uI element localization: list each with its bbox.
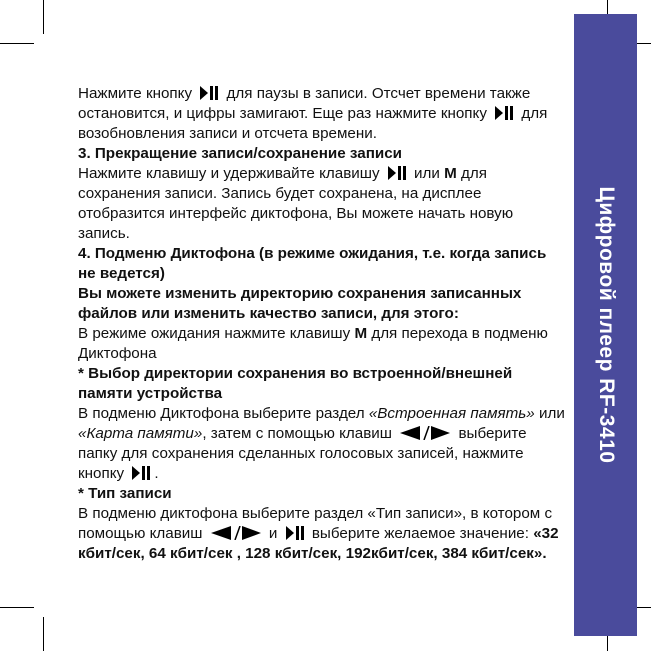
section-subheading: Вы можете изменить директорию сохранения записанных файлов или изменить качество записи, для этого: [78,285,522,322]
play-pause-icon [388,166,406,180]
section-heading-4: 4. Подменю Диктофона (в режиме ожидания, т.е. когда запись не ведется) [78,245,547,282]
play-pause-icon [132,466,150,480]
play-pause-icon [286,526,304,540]
crop-mark [0,43,34,44]
side-tab-title: Цифровой плеер RF-3410 [594,186,618,464]
paragraph-pause: Нажмите кнопку для паузы в записи. Отсчет времени также остановится, и цифры замигают. Еще раз нажмите кнопку для возобновления записи и отсчета времени. [78,85,548,142]
manual-page-content [78,84,568,564]
play-pause-icon [200,86,218,100]
side-tab [574,14,637,636]
crop-mark [0,607,34,608]
prev-next-icon [400,426,450,440]
section-heading-record-type: * Тип записи [78,485,172,502]
prev-next-icon [211,526,261,540]
section-heading-directory: * Выбор директории сохранения во встроенной/внешней памяти устройства [78,365,513,402]
crop-mark [43,0,44,34]
section-heading-3: 3. Прекращение записи/сохранение записи [78,145,402,162]
bitrate-values: «32 кбит/сек, 64 кбит/сек , 128 кбит/сек, 192кбит/сек, 384 кбит/сек». [78,525,559,562]
play-pause-icon [495,106,513,120]
paragraph-submenu: В режиме ожидания нажмите клавишу М для перехода в подменю Диктофона [78,325,548,362]
paragraph-record-type: В подменю диктофона выберите раздел «Тип записи», в котором с помощью клавиш и выберите желаемое значение: «32 кбит/сек, 64 кбит/сек , 128 кбит/сек, 192кбит/сек, 384 кбит/сек». [78,505,559,562]
paragraph-save: Нажмите клавишу и удерживайте клавишу или М для сохранения записи. Запись будет сохранена, на дисплее отобразится интерфейс диктофона, Вы можете начать новую запись. [78,165,514,242]
paragraph-directory: В подменю Диктофона выберите раздел «Встроенная память» или «Карта памяти», затем с помощью клавиш выберите папку для сохранения сделанных голосовых записей, нажмите кнопку . [78,405,565,482]
crop-mark [43,617,44,651]
